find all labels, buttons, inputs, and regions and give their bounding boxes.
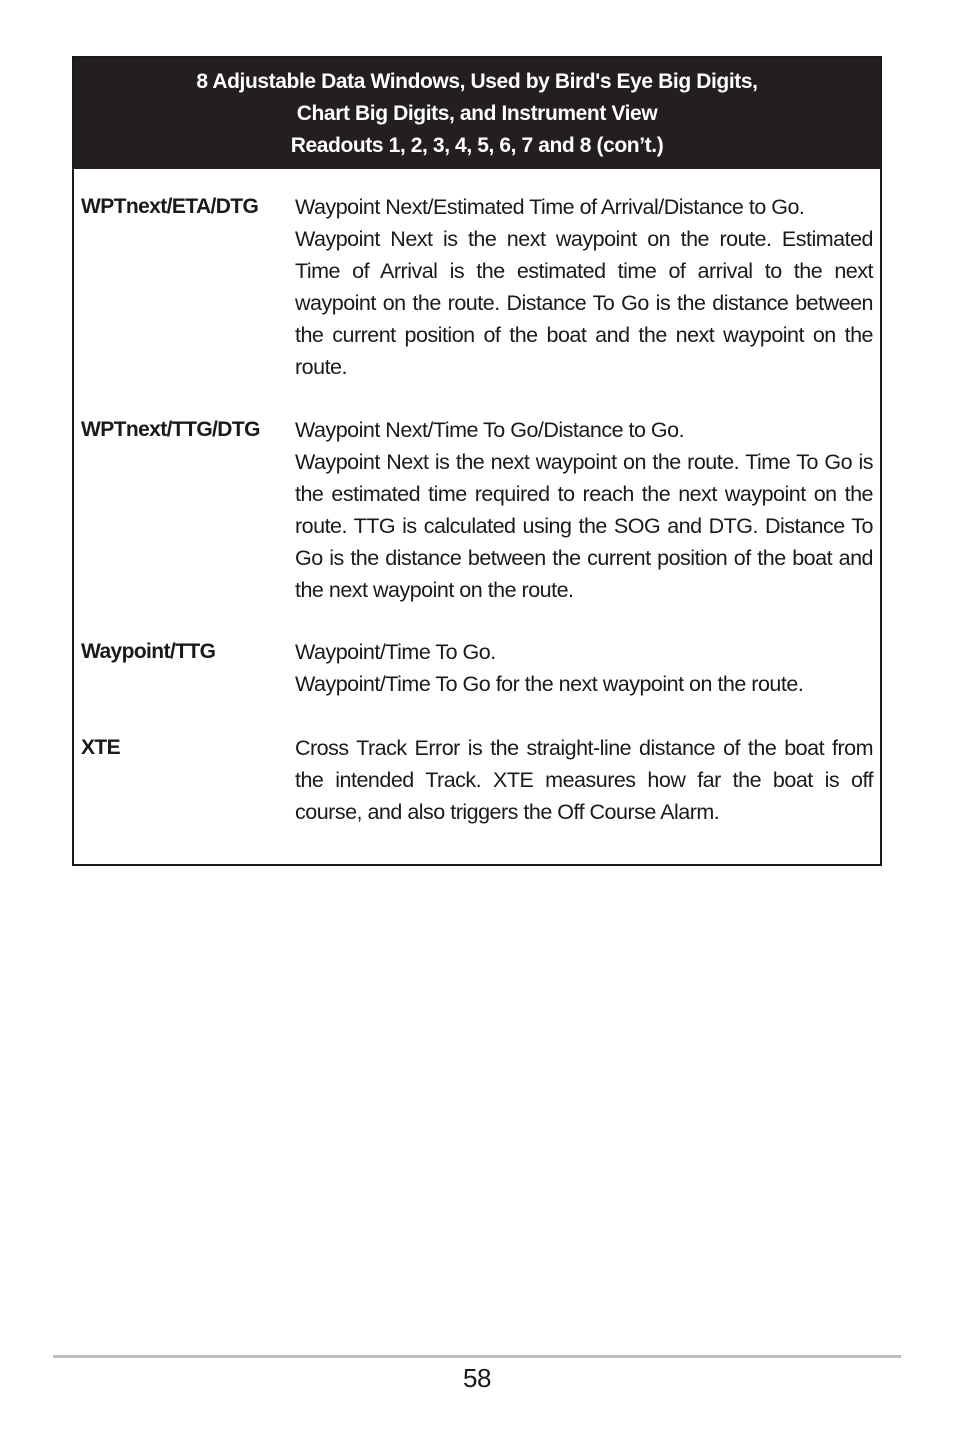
row-description-title: Waypoint/Time To Go. (295, 640, 496, 664)
row-term: WPTnext/TTG/DTG (81, 418, 260, 441)
row-description-title: Waypoint Next/Time To Go/Distance to Go. (295, 418, 685, 442)
footer-divider (53, 1355, 901, 1358)
row-term: Waypoint/TTG (81, 640, 216, 663)
row-description-title: Waypoint Next/Estimated Time of Arrival/Distance to Go. (295, 195, 805, 219)
row-term: XTE (81, 736, 121, 759)
page-number: 58 (463, 1363, 491, 1393)
header-line-1: 8 Adjustable Data Windows, Used by Bird's Eye Big Digits, (196, 69, 758, 93)
header-line-2: Chart Big Digits, and Instrument View (296, 101, 658, 125)
data-windows-table (72, 56, 882, 866)
row-description-body: Waypoint Next is the next waypoint on the route. Estimated Time of Arrival is the estimated time of arrival to the next waypoint on the route. Distance To Go is the distance between the current position of the boat and the next waypoint on the route. (295, 227, 873, 379)
row-description (295, 191, 873, 383)
row-description-body: Cross Track Error is the straight-line distance of the boat from the intended Track. XTE measures how far the boat is off course, and also triggers the Off Course Alarm. (295, 736, 873, 824)
header-line-3: Readouts 1, 2, 3, 4, 5, 6, 7 and 8 (con’t.) (290, 133, 664, 157)
table-header (74, 58, 880, 169)
row-term: WPTnext/ETA/DTG (81, 195, 259, 218)
row-description-body: Waypoint Next is the next waypoint on the route. Time To Go is the estimated time required to reach the next waypoint on the route. TTG is calculated using the SOG and DTG. Distance To Go is the distance between the current position of the boat and the next waypoint on the route. (295, 450, 873, 602)
row-description-body: Waypoint/Time To Go for the next waypoint on the route. (295, 672, 804, 696)
row-description (295, 732, 873, 828)
row-description (295, 636, 873, 700)
row-description (295, 414, 873, 606)
